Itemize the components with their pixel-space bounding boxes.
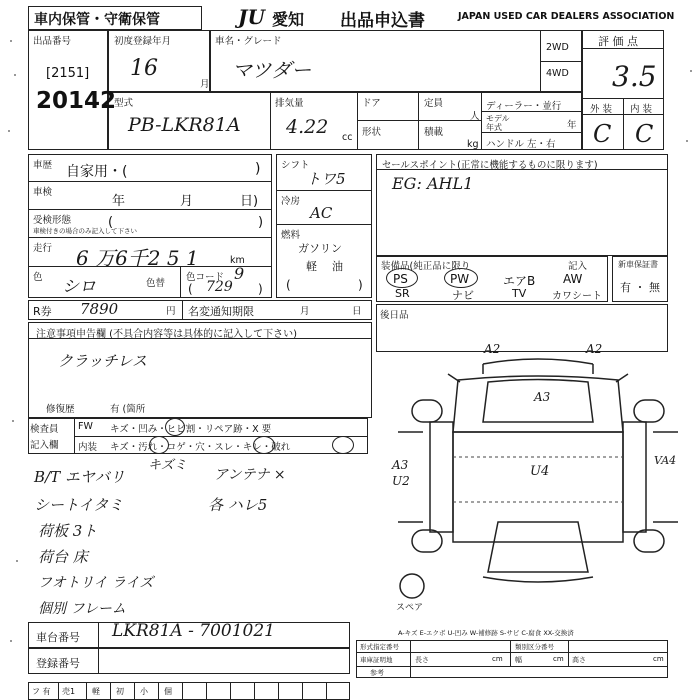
transfer-label: 名変通知期限 xyxy=(188,305,254,318)
lot-label: 出品番号 xyxy=(33,36,72,47)
mark-a3-top: A3 xyxy=(534,390,551,404)
model-year-label2: 年式 xyxy=(486,123,502,132)
circle-mark-wear xyxy=(253,436,275,454)
interior-label: 内 装 xyxy=(630,104,653,115)
acceptance-note: 車検付きの場合のみ記入して下さい xyxy=(33,227,137,235)
wd2-label: 2WD xyxy=(546,42,569,53)
spare-label: スペア xyxy=(396,603,424,613)
type-label: 型式 xyxy=(114,98,134,109)
chassis-label: 車台番号 xyxy=(36,631,80,644)
first-reg-label: 初度登録年月 xyxy=(114,36,172,47)
warranty-value: 有 ・ 無 xyxy=(620,281,660,294)
notes-value: クラッチレス xyxy=(58,352,147,370)
inspector-label2: 記入欄 xyxy=(30,440,59,451)
interior-value: C xyxy=(635,120,654,148)
usage-value: 自家用・( xyxy=(66,164,128,180)
model-year-label: モデル xyxy=(486,114,510,123)
equip-tv: TV xyxy=(512,287,527,300)
repaint-label: 色替 xyxy=(146,278,166,289)
dealer-label: ディーラー・並行 xyxy=(486,101,562,112)
type-value: PB-LKR81A xyxy=(128,114,241,136)
model-name-value: マツダー xyxy=(232,58,312,82)
mark-va4-right: VA4 xyxy=(654,454,677,467)
ac-value: AC xyxy=(310,204,333,222)
coupon-label: R券 xyxy=(33,305,52,318)
notes-label: 注意事項申告欄 (不具合内容等は具体的に記入して下さい) xyxy=(36,329,297,340)
mark-a3-left: A3 xyxy=(392,458,409,472)
inspector-row2-prefix: 内装 xyxy=(78,442,98,453)
ac-label: 冷房 xyxy=(281,196,301,207)
color-code-label: 色コード xyxy=(186,272,225,283)
inspector-annotation: キズミ xyxy=(148,458,187,473)
shape-label: 形状 xyxy=(362,127,382,138)
storage-label: 車内保管・守衛保管 xyxy=(34,12,160,28)
shift-value: トワ5 xyxy=(306,170,346,188)
repair-label: 修復歴 xyxy=(46,404,75,415)
exterior-label: 外 装 xyxy=(590,104,613,115)
circle-mark-tear xyxy=(332,436,354,454)
equip-seat: カワシート xyxy=(552,291,602,302)
circle-mark-pw xyxy=(444,268,478,288)
score-label: 評 価 点 xyxy=(598,35,638,48)
circle-mark-dirt xyxy=(149,436,169,454)
org-name: 愛知 xyxy=(272,10,305,29)
specs-label-3: 車庫証明地 xyxy=(360,656,393,664)
capacity-label: 定員 xyxy=(424,98,444,109)
usage-label: 車歴 xyxy=(33,160,53,171)
inspector-label1: 検査員 xyxy=(30,424,59,435)
mileage-label: 走行 xyxy=(33,243,53,254)
lot-sub-number: [2151] xyxy=(46,66,90,81)
mark-u2-left: U2 xyxy=(392,474,410,488)
color-code-paren: 729 xyxy=(206,279,233,295)
equip-sr: SR xyxy=(395,287,410,300)
equipment-label: 装備品(純正品に限り xyxy=(381,261,471,272)
remark-5: フオトリイ ライズ xyxy=(38,575,154,591)
specs-box xyxy=(356,640,668,678)
color-code-value: 9 xyxy=(234,264,245,283)
remark-4: 荷台 床 xyxy=(38,548,88,566)
remark-2: シートイタミ xyxy=(34,496,124,514)
equip-aw: AW xyxy=(563,272,583,286)
circle-mark-dent xyxy=(165,418,185,436)
specs-label-1: 形式指定番号 xyxy=(360,643,399,651)
color-value: シロ xyxy=(62,277,96,297)
kg-unit: kg xyxy=(467,139,479,150)
mark-a2-right: A2 xyxy=(586,342,603,356)
warranty-label: 新車保証書 xyxy=(618,260,658,269)
remark-1: B/T エヤバリ xyxy=(34,468,125,486)
equip-navi: ナビ xyxy=(452,289,474,302)
score-value: 3.5 xyxy=(612,60,657,93)
remark-right-1: アンテナ × xyxy=(214,467,286,483)
remark-right-2: 各 ハレ5 xyxy=(208,496,268,514)
load-label: 積載 xyxy=(424,127,444,138)
inspector-row1: キズ・凹み・ヒビ割・リペア跡・X 要 xyxy=(110,424,272,435)
handle-label: ハンドル 左・右 xyxy=(486,139,556,150)
mileage-value: 6 万6千2 5 1 xyxy=(76,246,199,270)
doc-title: 出品申込書 xyxy=(340,11,425,31)
remark-6: 個別 フレーム xyxy=(38,601,126,617)
wd4-label: 4WD xyxy=(546,68,569,79)
inspector-row2: キズ・汚れ・コゲ・穴・スレ・キレ・破れ xyxy=(110,442,291,453)
month-unit: 月 xyxy=(200,79,210,90)
person-unit: 人 xyxy=(470,111,480,122)
inspection-label: 車検 xyxy=(33,187,53,198)
equip-airbag: エアB xyxy=(503,274,536,288)
fuel-gasoline: ガソリン xyxy=(298,242,342,255)
coupon-value: 7890 xyxy=(80,300,119,318)
color-label: 色 xyxy=(33,272,43,283)
km-unit: km xyxy=(230,255,245,266)
first-reg-value: 16 xyxy=(130,56,158,81)
chassis-value: LKR81A - 7001021 xyxy=(112,621,275,641)
acceptance-label: 受検形態 xyxy=(33,215,72,226)
exterior-value: C xyxy=(593,120,612,148)
equip-pw: PW xyxy=(450,272,470,286)
equip-ps: PS xyxy=(393,272,408,286)
selling-points-value: EG: AHL1 xyxy=(392,174,474,193)
displacement-label: 排気量 xyxy=(275,98,304,109)
remark-3: 荷板 3ト xyxy=(38,522,98,540)
model-name-label: 車名・グレード xyxy=(215,36,282,47)
lot-number: 20142 xyxy=(36,88,117,114)
repair-value: 有 (箇所 xyxy=(110,404,146,415)
later-items-label: 後日品 xyxy=(380,310,409,321)
door-label: ドア xyxy=(362,98,381,109)
selling-points-label: セールスポイント(正常に機能するものに限ります) xyxy=(382,160,598,171)
circle-mark-ps xyxy=(386,268,418,288)
plate-label: 登録番号 xyxy=(36,657,80,670)
later-items-box xyxy=(376,304,668,352)
assoc-name: JAPAN USED CAR DEALERS ASSOCIATION xyxy=(458,11,675,22)
shift-label: シフト xyxy=(281,160,310,171)
year-unit: 年 xyxy=(567,120,577,131)
displacement-value: 4.22 xyxy=(286,116,329,138)
inspector-row1-prefix: FW xyxy=(78,421,93,432)
cc-unit: cc xyxy=(342,132,353,143)
fuel-label: 燃料 xyxy=(281,230,301,241)
mark-a2-left: A2 xyxy=(484,342,501,356)
specs-label-2: 類別区分番号 xyxy=(515,643,554,651)
mark-u4-center: U4 xyxy=(530,464,550,479)
ju-logo: JU xyxy=(238,5,265,29)
damage-legend: A-キズ E-エクボ U-凹み W-補修跡 S-サビ C-腐食 XX-交換済 xyxy=(398,629,574,637)
